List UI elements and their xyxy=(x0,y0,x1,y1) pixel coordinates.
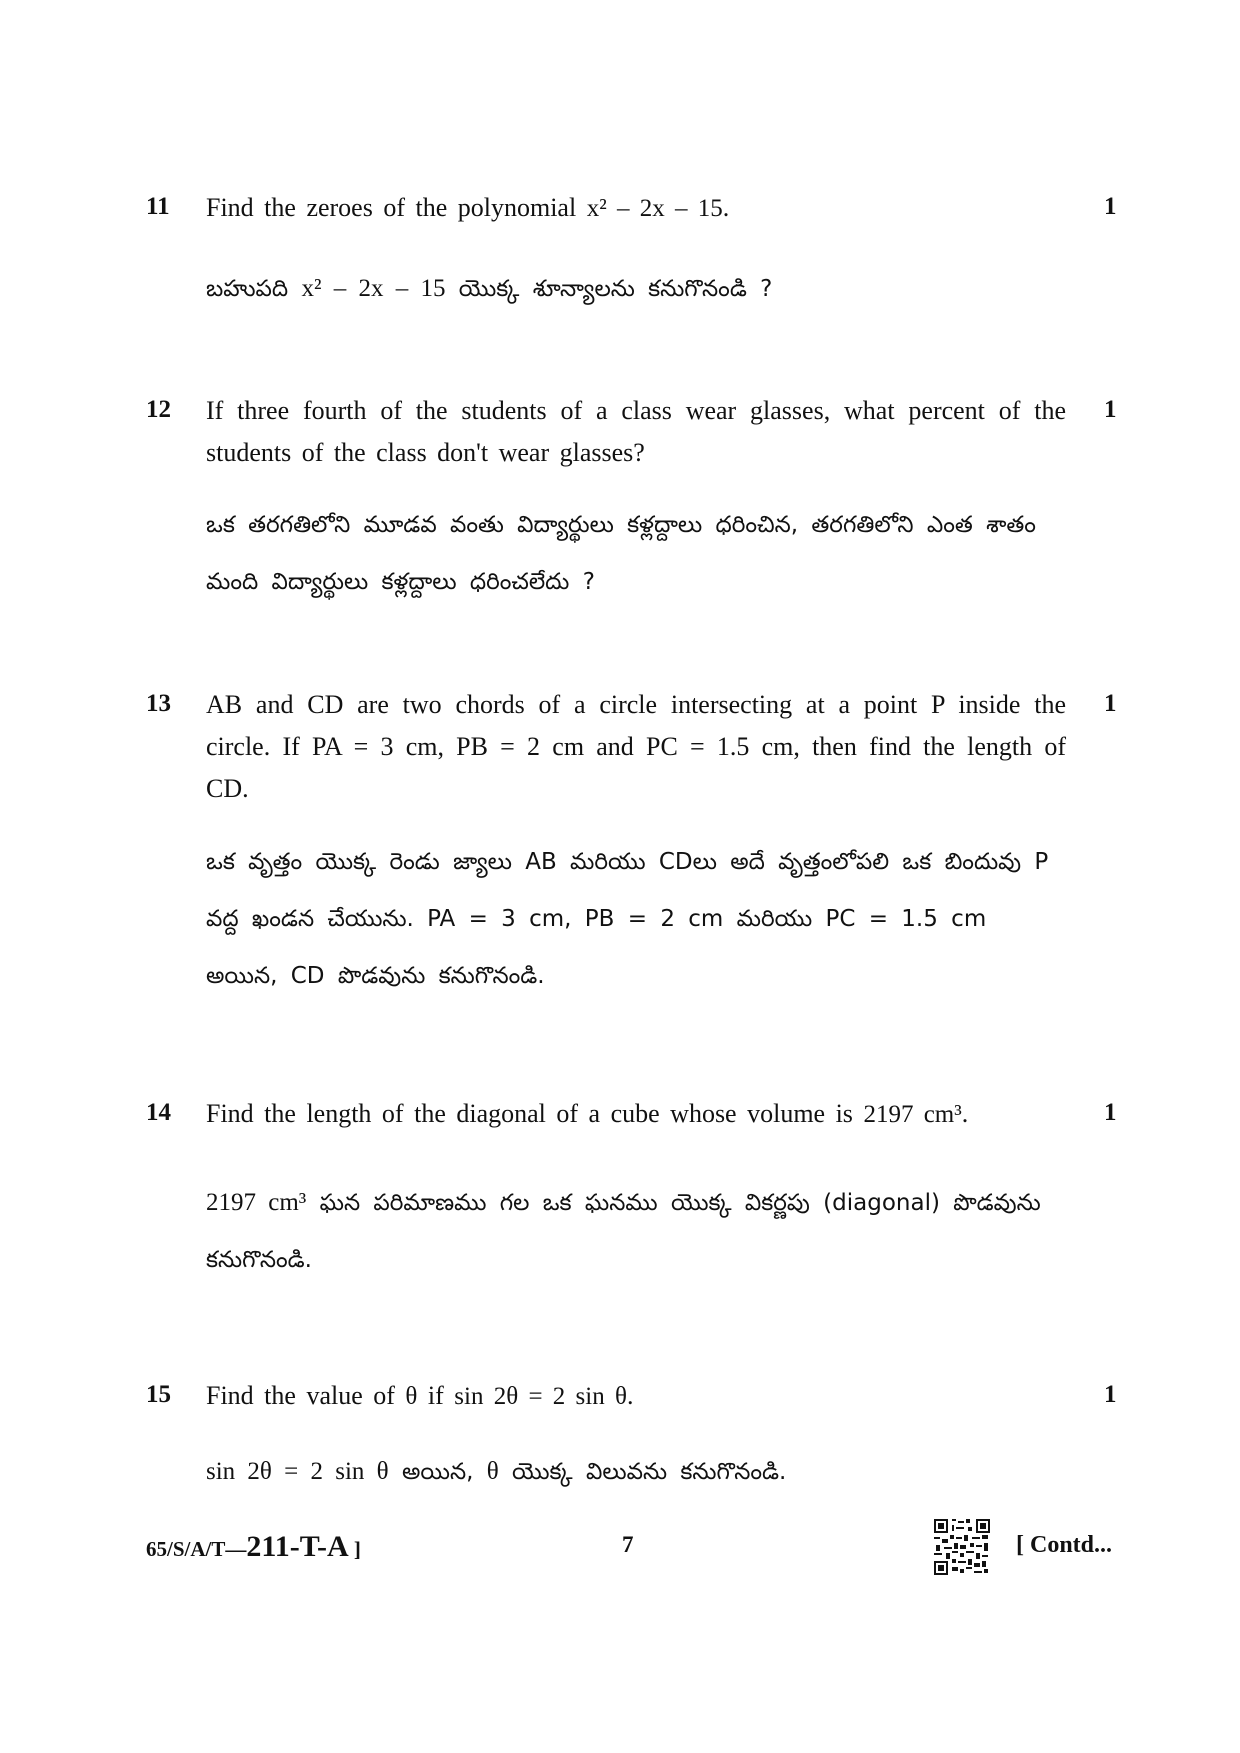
question-number: 12 xyxy=(146,396,171,423)
question-marks: 1 xyxy=(1104,690,1117,717)
math-expression: sin 2θ = 2 sin θ xyxy=(454,1383,627,1410)
qr-code-icon xyxy=(934,1519,990,1575)
question-text-english: AB and CD are two chords of a circle intersecting at a point P inside the circle. If PA = 3 cm, PB = 2 cm and PC = 1.5 cm, then find the length of CD. xyxy=(206,690,1066,803)
question-marks: 1 xyxy=(1104,193,1117,220)
question-text-telugu: ఒక వృత్తం యొక్క రెండు జ్యాలు AB మరియు CDలు అదే వృత్తంలోపలి ఒక బిందువు P వద్ద ఖండన చేయును. PA = 3 cm, PB = 2 cm మరియు PC = 1.5 cm అయిన, CD పొడవును కనుగొనండి. xyxy=(206,849,1049,989)
question-text-telugu: ఒక తరగతిలోని మూడవ వంతు విద్యార్థులు కళ్లద్దాలు ధరించిన, తరగతిలోని ఎంత శాతం మంది విద్యార్థులు కళ్లద్దాలు ధరించలేదు ? xyxy=(206,512,1036,595)
question-marks: 1 xyxy=(1104,396,1117,423)
question-text-english: Find the zeroes of the polynomial x² – 2x – 15. xyxy=(206,193,730,222)
question-marks: 1 xyxy=(1104,1099,1117,1126)
question-number: 13 xyxy=(146,690,171,717)
question-text-telugu: బహుపది x² – 2x – 15 యొక్క శూన్యాలను కనుగొనండి ? xyxy=(206,275,773,302)
math-expression: sin 2θ = 2 sin θ xyxy=(206,1458,389,1485)
theta-symbol: θ xyxy=(405,1383,418,1410)
qr-code-graphic xyxy=(934,1519,990,1575)
question-text-english: If three fourth of the students of a class wear glasses, what percent of the students of the class don't wear glasses? xyxy=(206,396,1066,467)
question-marks: 1 xyxy=(1104,1381,1117,1408)
question-number: 14 xyxy=(146,1099,171,1126)
math-expression: x² – 2x – 15 xyxy=(586,195,723,222)
question-text-english: Find the length of the diagonal of a cube whose volume is 2197 cm³. xyxy=(206,1099,969,1128)
question-text-telugu: 2197 cm³ ఘన పరిమాణము గల ఒక ఘనము యొక్క వికర్ణపు (diagonal) పొడవును కనుగొనండి. xyxy=(206,1189,1041,1273)
continued-label: [ Contd... xyxy=(1016,1532,1113,1558)
paper-code: 65/S/A/T—211-T-A ] xyxy=(146,1530,361,1563)
math-expression: 2197 cm³ xyxy=(863,1101,962,1128)
question-text-english: Find the value of θ if sin 2θ = 2 sin θ. xyxy=(206,1381,634,1410)
math-expression: x² – 2x – 15 xyxy=(301,275,446,302)
math-expression: 2197 cm³ xyxy=(206,1189,307,1216)
question-number: 11 xyxy=(146,193,170,220)
page-number: 7 xyxy=(622,1532,634,1557)
question-number: 15 xyxy=(146,1381,171,1408)
question-text-telugu: sin 2θ = 2 sin θ అయిన, θ యొక్క విలువను కనుగొనండి. xyxy=(206,1458,787,1485)
theta-symbol: θ xyxy=(486,1458,499,1485)
